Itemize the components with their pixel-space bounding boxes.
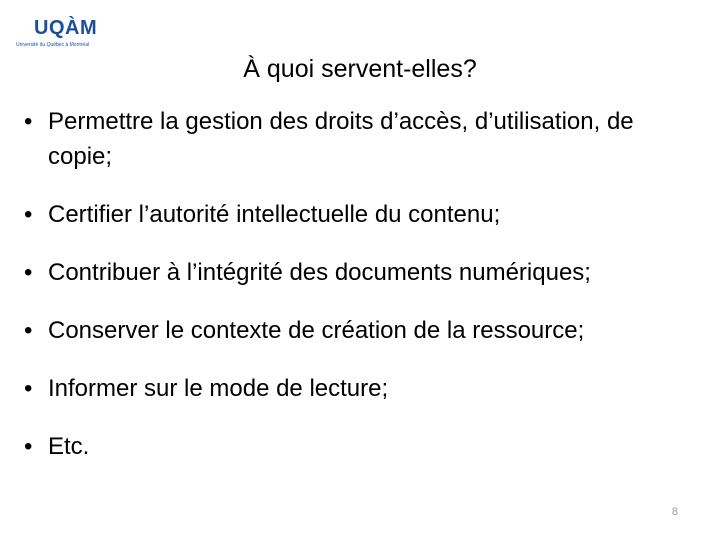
bullet-item	[24, 313, 676, 348]
bullet-dot-icon: •	[24, 375, 33, 402]
bullet-dot-icon: •	[24, 259, 33, 286]
bullet-item	[24, 429, 676, 464]
bullet-text: Certifier l’autorité intellectuelle du contenu;	[48, 201, 501, 228]
logo-wordmark: UQÀM	[34, 17, 98, 39]
bullet-text: Conserver le contexte de création de la ressource;	[48, 317, 585, 344]
uqam-logo	[16, 16, 106, 52]
bullet-text: Etc.	[48, 433, 90, 460]
slide-title	[0, 54, 720, 84]
bullet-text: Permettre la gestion des droits d’accès, d’utilisation, de copie;	[48, 108, 634, 170]
page-number: 8	[671, 506, 678, 518]
bullet-item	[24, 197, 676, 232]
logo-subtitle: Université du Québec à Montréal	[16, 42, 90, 48]
slide-title-text: À quoi servent-elles?	[243, 55, 477, 83]
bullet-dot-icon: •	[24, 317, 33, 344]
bullet-item	[24, 371, 676, 406]
bullet-item	[24, 104, 676, 174]
bullet-dot-icon: •	[24, 108, 33, 135]
bullet-dot-icon: •	[24, 201, 33, 228]
bullet-item	[24, 255, 676, 290]
bullet-dot-icon: •	[24, 433, 33, 460]
bullet-text: Contribuer à l’intégrité des documents numériques;	[48, 259, 591, 286]
bullet-list	[24, 104, 676, 464]
bullet-text: Informer sur le mode de lecture;	[48, 375, 389, 402]
